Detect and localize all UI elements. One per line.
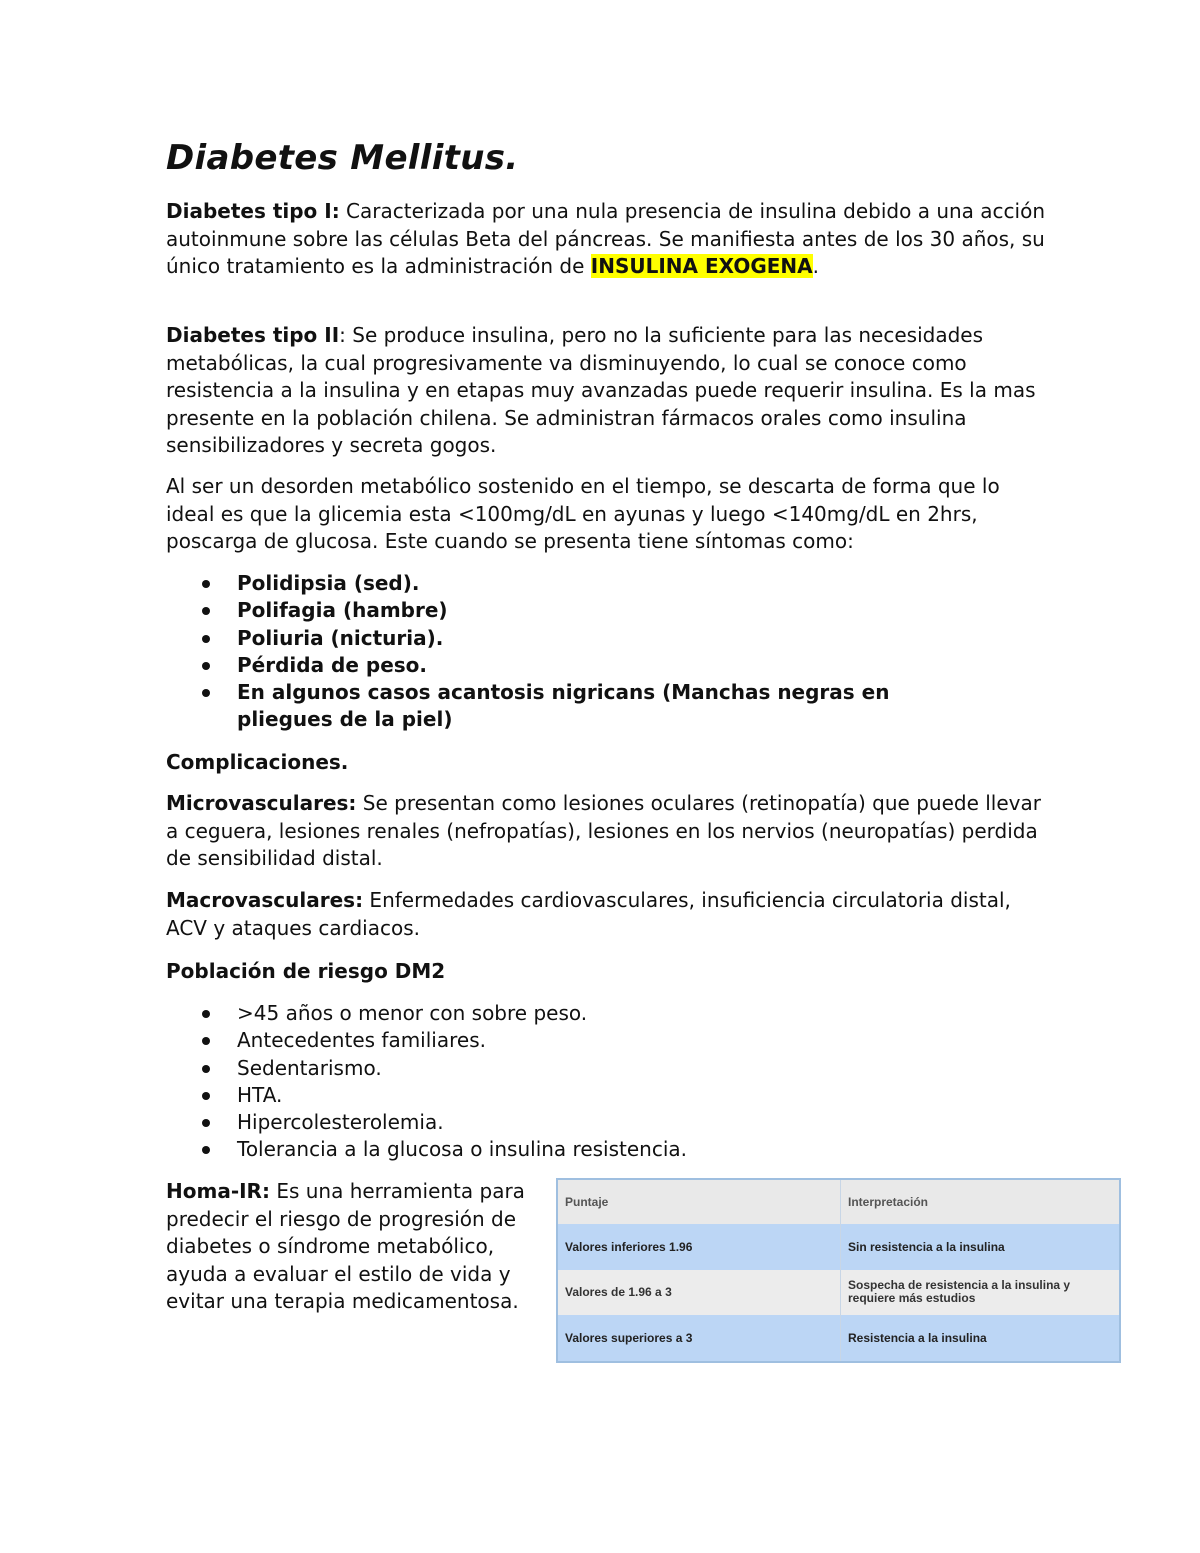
table-cell: Resistencia a la insulina <box>841 1315 1121 1362</box>
paragraph-diabetes-tipo-2 <box>166 322 1046 460</box>
text-tipo-2: : Se produce insulina, pero no la suficiente para las necesidades metabólicas, la cual progresivamente va disminuyendo, lo cual se conoce como resistencia a la insulina y en etapas muy avanzadas puede requerir insulina. Es la mas presente en la población chilena. Se administran fármacos orales como insulina sensibilizadores y secreta gogos. <box>166 323 1036 457</box>
riesgo-list <box>166 1000 1046 1164</box>
highlight-insulina-exogena: INSULINA EXOGENA <box>590 254 813 278</box>
paragraph-homa-ir <box>166 1178 536 1316</box>
table-cell: Valores superiores a 3 <box>557 1315 841 1362</box>
table-header-puntaje: Puntaje <box>557 1179 841 1224</box>
label-tipo-2: Diabetes tipo II <box>166 323 340 347</box>
label-homa-ir: Homa-IR: <box>166 1179 270 1203</box>
text-microvasculares: Se presentan como lesiones oculares (retinopatía) que puede llevar a ceguera, lesiones renales (nefropatías), lesiones en los nervios (neuropatías) perdida de sensibilidad distal. <box>166 791 1041 870</box>
list-item: Sedentarismo. <box>166 1055 1046 1082</box>
list-item: Polifagia (hambre) <box>166 597 1046 624</box>
paragraph-diabetes-tipo-1 <box>166 198 1046 281</box>
homa-ir-table <box>556 1178 1121 1363</box>
text-macrovasculares: Enfermedades cardiovasculares, insuficiencia circulatoria distal, ACV y ataques cardiacos. <box>166 888 1011 940</box>
list-item: Polidipsia (sed). <box>166 570 1046 597</box>
text-homa-ir: Es una herramienta para predecir el riesgo de progresión de diabetes o síndrome metabólico, ayuda a evaluar el estilo de vida y evitar una terapia medicamentosa. <box>166 1179 525 1313</box>
text-tipo-1-end: . <box>812 254 819 278</box>
paragraph-macrovasculares <box>166 887 1046 942</box>
table-header-row <box>557 1179 1120 1224</box>
heading-poblacion-riesgo: Población de riesgo DM2 <box>166 959 446 983</box>
list-item: Antecedentes familiares. <box>166 1027 1046 1054</box>
label-macrovasculares: Macrovasculares: <box>166 888 364 912</box>
table-header-interpretacion: Interpretación <box>841 1179 1121 1224</box>
list-item: En algunos casos acantosis nigricans (Manchas negras en pliegues de la piel) <box>166 679 1046 734</box>
table-cell: Sospecha de resistencia a la insulina y requiere más estudios <box>841 1270 1121 1316</box>
sintomas-list <box>166 570 1046 734</box>
table-row <box>557 1270 1120 1316</box>
list-item: Pérdida de peso. <box>166 652 1046 679</box>
list-item: Tolerancia a la glucosa o insulina resistencia. <box>166 1136 1046 1163</box>
list-item: >45 años o menor con sobre peso. <box>166 1000 1046 1027</box>
paragraph-microvasculares <box>166 790 1046 873</box>
table-row <box>557 1315 1120 1362</box>
table-row <box>557 1224 1120 1270</box>
list-item: HTA. <box>166 1082 1046 1109</box>
table-cell: Sin resistencia a la insulina <box>841 1224 1121 1270</box>
list-item: Poliuria (nicturia). <box>166 625 1046 652</box>
label-tipo-1: Diabetes tipo I: <box>166 199 340 223</box>
heading-complicaciones: Complicaciones. <box>166 750 349 774</box>
table-cell: Valores inferiores 1.96 <box>557 1224 841 1270</box>
label-microvasculares: Microvasculares: <box>166 791 357 815</box>
text-tipo-1: Caracterizada por una nula presencia de insulina debido a una acción autoinmune sobre las células Beta del páncreas. Se manifiesta antes de los 30 años, su único tratamiento es la administración de <box>166 199 1046 278</box>
paragraph-desorden: Al ser un desorden metabólico sostenido en el tiempo, se descarta de forma que lo ideal es que la glicemia esta <100mg/dL en ayunas y luego <140mg/dL en 2hrs, poscarga de glucosa. Este cuando se presenta tiene síntomas como: <box>166 474 1000 553</box>
table-cell: Valores de 1.96 a 3 <box>557 1270 841 1316</box>
document-title: Diabetes Mellitus. <box>166 138 519 178</box>
list-item: Hipercolesterolemia. <box>166 1109 1046 1136</box>
